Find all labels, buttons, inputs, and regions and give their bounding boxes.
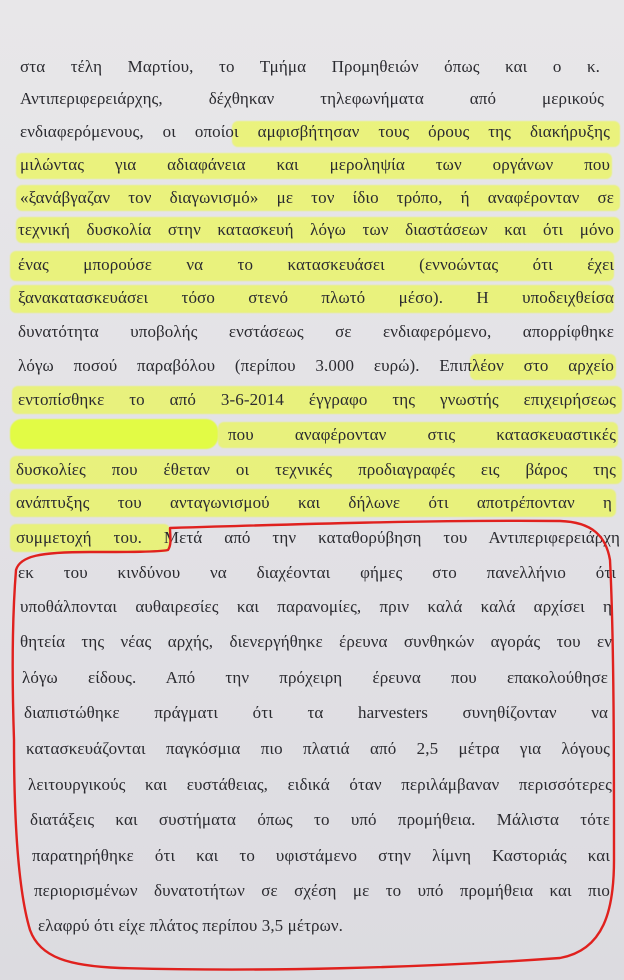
text-line: ένας μπορούσε να το κατασκευάσει (εννοώντας ότι έχει (18, 255, 614, 274)
text-line: «ξανάβγαζαν τον διαγωνισμό» με τον ίδιο τρόπο, ή αναφέρονταν σε (20, 188, 614, 207)
text-line: τεχνική δυσκολία στην κατασκευή λόγω των διαστάσεων και ότι μόνο (18, 220, 614, 239)
text-line: λόγω ποσού παραβόλου (περίπου 3.000 ευρώ). Επιπλέον στο αρχείο (18, 356, 614, 375)
redaction-highlight (10, 419, 218, 449)
text-line: Αντιπεριφερειάρχης, δέχθηκαν τηλεφωνήματα από μερικούς (20, 89, 604, 108)
text-line: μιλώντας για αδιαφάνεια και μεροληψία των οργάνων που (20, 155, 610, 174)
text-line: κατασκευάζονται παγκόσμια πιο πλατιά από 2,5 μέτρα για λόγους (26, 739, 610, 758)
text-line: ενδιαφερόμενους, οι οποίοι αμφισβήτησαν τους όρους της διακήρυξης (20, 122, 610, 141)
text-line: εντοπίσθηκε το από 3-6-2014 έγγραφο της γνωστής επιχειρήσεως (18, 390, 616, 409)
text-line: παρατηρήθηκε ότι και το υφιστάμενο στην λίμνη Καστοριάς και (32, 846, 610, 865)
text-line: δυνατότητα υποβολής ενστάσεως σε ενδιαφερόμενο, απορρίφθηκε (18, 322, 614, 341)
text-line: εκ του κινδύνου να διαχέονται φήμες στο πανελλήνιο ότι (18, 563, 616, 582)
text-line: λειτουργικούς και ευστάθειας, ειδικά όταν περιλάμβαναν περισσότερες (28, 775, 612, 794)
text-line: συμμετοχή του. Μετά από την καταθορύβηση του Αντιπεριφερειάρχη (16, 528, 620, 547)
text-line: δυσκολίες που έθεταν οι τεχνικές προδιαγραφές εις βάρος της (16, 460, 616, 479)
text-line: ανάπτυξης του ανταγωνισμού και δήλωνε ότι αποτρέπονταν η (16, 493, 612, 512)
text-line: υποθάλπονται αυθαιρεσίες και παρανομίες, πριν καλά καλά αρχίσει η (20, 597, 612, 616)
text-line: στα τέλη Μαρτίου, το Τμήμα Προμηθειών όπως και ο κ. (20, 57, 600, 76)
text-line: περιορισμένων δυνατοτήτων σε σχέση με το υπό προμήθεια και πιο (34, 881, 610, 900)
text-line: ελαφρύ ότι είχε πλάτος περίπου 3,5 μέτρων. (38, 916, 344, 935)
text-line: ξανακατασκευάσει τόσο στενό πλωτό μέσο). Η υποδειχθείσα (18, 288, 614, 307)
text-line: που αναφέρονταν στις κατασκευαστικές (228, 425, 616, 444)
text-line: διατάξεις και συστήματα όπως το υπό προμήθεια. Μάλιστα τότε (30, 810, 610, 829)
text-line: λόγω είδους. Από την πρόχειρη έρευνα που επακολούθησε (22, 668, 608, 687)
text-line: θητεία της νέας αρχής, διενεργήθηκε έρευνα συνθηκών αγοράς του εν (20, 632, 612, 651)
text-line: διαπιστώθηκε πράγματι ότι τα harvesters συνηθίζονταν να (24, 703, 608, 722)
